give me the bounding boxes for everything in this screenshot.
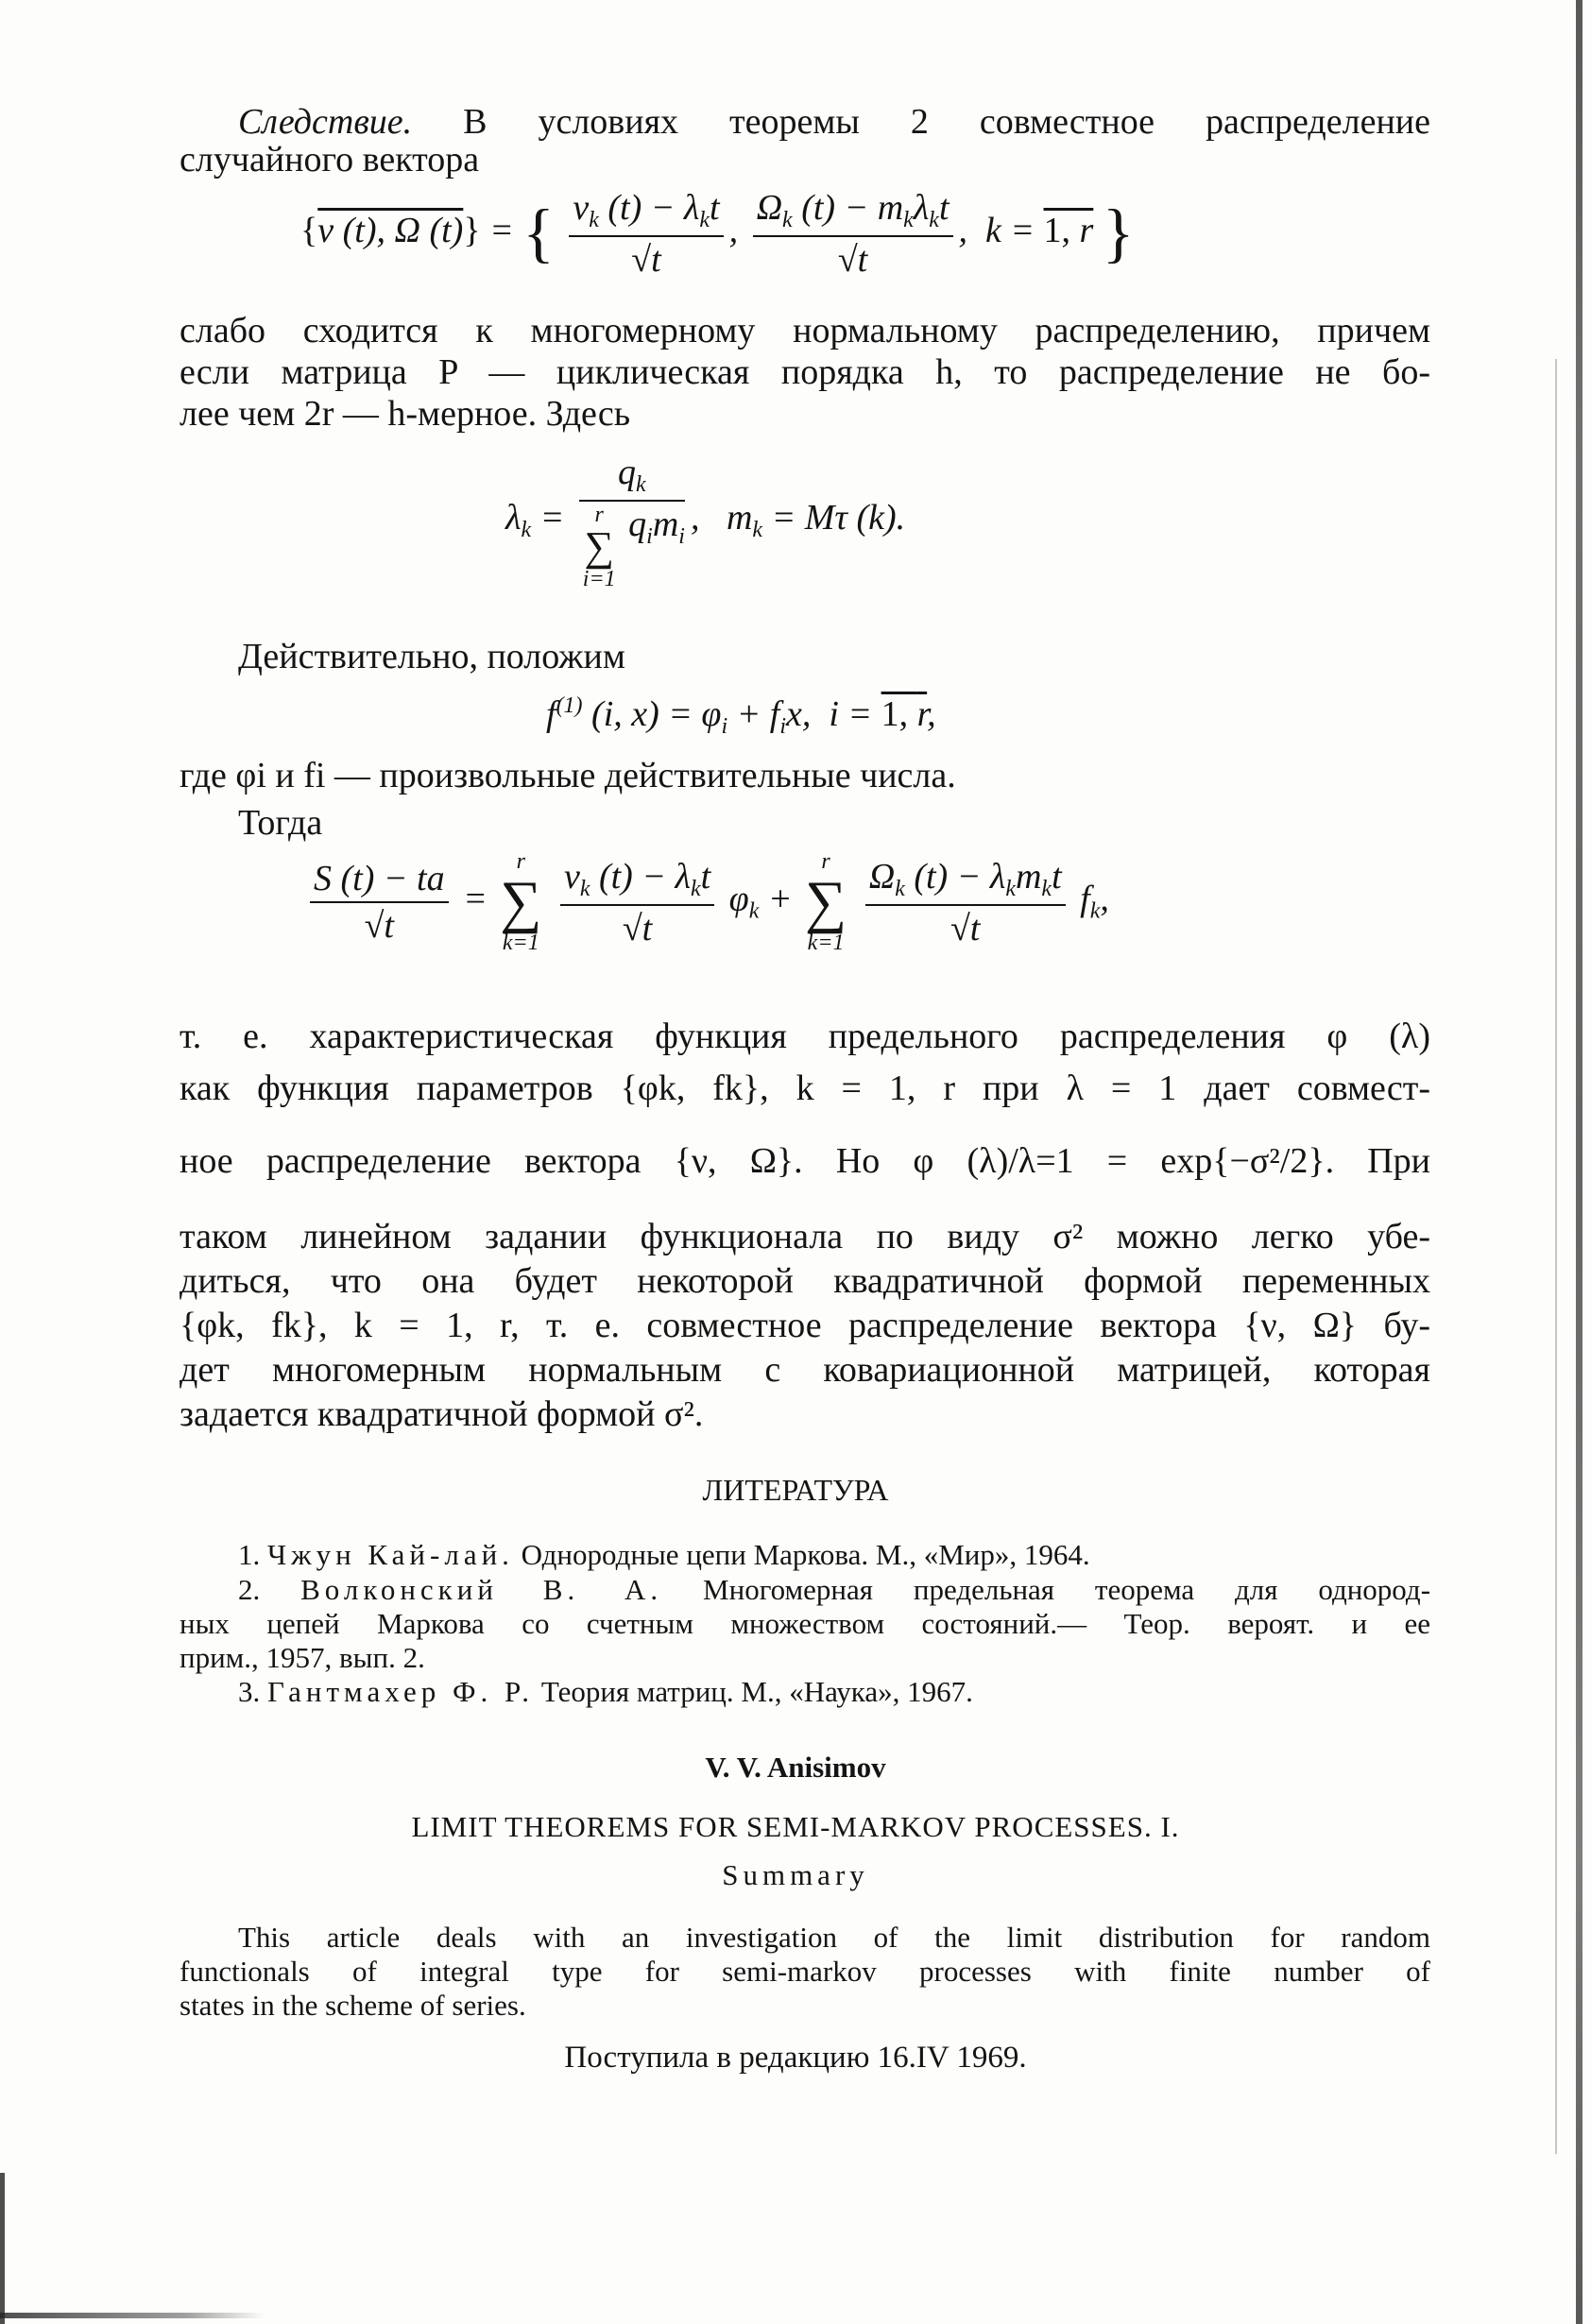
- literature-heading: ЛИТЕРАТУРА: [702, 1473, 889, 1507]
- formula-random-vector: {ν (t), Ω (t)} = { $\frac{\nu_k (t) - \lambda_kt}{√t}$ , $\frac{\Omega_k (t) - m_k\lambda_kt}{√t}$ , k = 1, $\overline{r}$ }: [300, 188, 1135, 280]
- para1-line-3: лее чем 2r — h-мерное. Здесь: [180, 394, 631, 434]
- formula-S: $\frac{S (t) - ta}{√t}$ = r ∑ k=1 $\frac{\nu_k (t) - \lambda_kt}{√t}$ $\varphi_k$ + r ∑ k=1 $\frac{\Omega_k (t) - \lambda_km_kt}{√t}$ $f_k$,: [304, 850, 1109, 954]
- summary-line-1: This article deals with an investigation of the limit distribution for random: [238, 1921, 1430, 1954]
- para1-line-2: если матрица P — циклическая порядка h, то распределение не бо-: [180, 352, 1430, 392]
- para5-line-2: как функция параметров {φk, fk}, k = 1, r при λ = 1 дает совмест-: [180, 1068, 1430, 1108]
- reference-3: 3. Гантмахер Ф. Р. Теория матриц. М., «Наука», 1967.: [238, 1675, 973, 1708]
- para6-line-1: таком линейном задании функционала по виду σ² можно легко убе-: [180, 1217, 1430, 1256]
- para3: где φi и fi — произвольные действительные числа.: [180, 756, 956, 795]
- formula-f1: $f^{(1)}$ (i, $x) = \varphi_i + f_ix$, i = 1, $\overline{r}$,: [546, 693, 936, 739]
- scan-edge-right: [1576, 0, 1582, 2324]
- reference-2-cont-2: прим., 1957, вып. 2.: [180, 1641, 425, 1674]
- scan-edge-bottom: [0, 2313, 265, 2318]
- english-title: LIMIT THEOREMS FOR SEMI-MARKOV PROCESSES. I.: [411, 1810, 1180, 1843]
- summary-heading: Summary: [722, 1858, 869, 1891]
- formula-lambda: $\lambda_k$ = $q_k$ r ∑ i=1 $q_im_i$ , $m_k = M\tau$ (k).: [505, 453, 906, 591]
- english-author: V. V. Anisimov: [705, 1751, 886, 1784]
- para5-line-1: т. е. характеристическая функция предельного распределения φ (λ): [180, 1017, 1430, 1056]
- corollary-label: Следствие.: [238, 102, 413, 142]
- para5-line-3: ное распределение вектора {ν, Ω}. Но φ (λ)/λ=1 = exp{−σ²/2}. При: [180, 1141, 1430, 1181]
- received-date: Поступила в редакцию 16.IV 1969.: [564, 2041, 1027, 2075]
- para1-line-1: слабо сходится к многомерному нормальному распределению, причем: [180, 311, 1430, 350]
- corollary-line-1: Следствие. В условиях теоремы 2 совместное распределение: [238, 102, 1430, 142]
- reference-1: 1. Чжун Кай-лай. Однородные цепи Маркова. М., «Мир», 1964.: [238, 1538, 1090, 1571]
- summary-line-3: states in the scheme of series.: [180, 1989, 526, 2022]
- para6-line-5: задается квадратичной формой σ².: [180, 1394, 704, 1434]
- para6-line-3: {φk, fk}, k = 1, r, т. е. совместное распределение вектора {ν, Ω} бу-: [180, 1306, 1430, 1345]
- scan-edge-left: [0, 2173, 5, 2324]
- para2: Действительно, положим: [238, 637, 625, 676]
- reference-2: 2. Волконский В. А. Многомерная предельная теорема для однород-: [238, 1573, 1431, 1606]
- para6-line-4: дет многомерным нормальным с ковариационной матрицей, которая: [180, 1350, 1430, 1390]
- corollary-line-2: случайного вектора: [180, 140, 480, 179]
- reference-2-cont-1: ных цепей Маркова со счетным множеством состояний.— Теор. вероят. и ее: [180, 1607, 1430, 1640]
- summary-line-2: functionals of integral type for semi-markov processes with finite number of: [180, 1955, 1430, 1988]
- para4: Тогда: [238, 803, 323, 843]
- para6-line-2: диться, что она будет некоторой квадратичной формой переменных: [180, 1261, 1430, 1301]
